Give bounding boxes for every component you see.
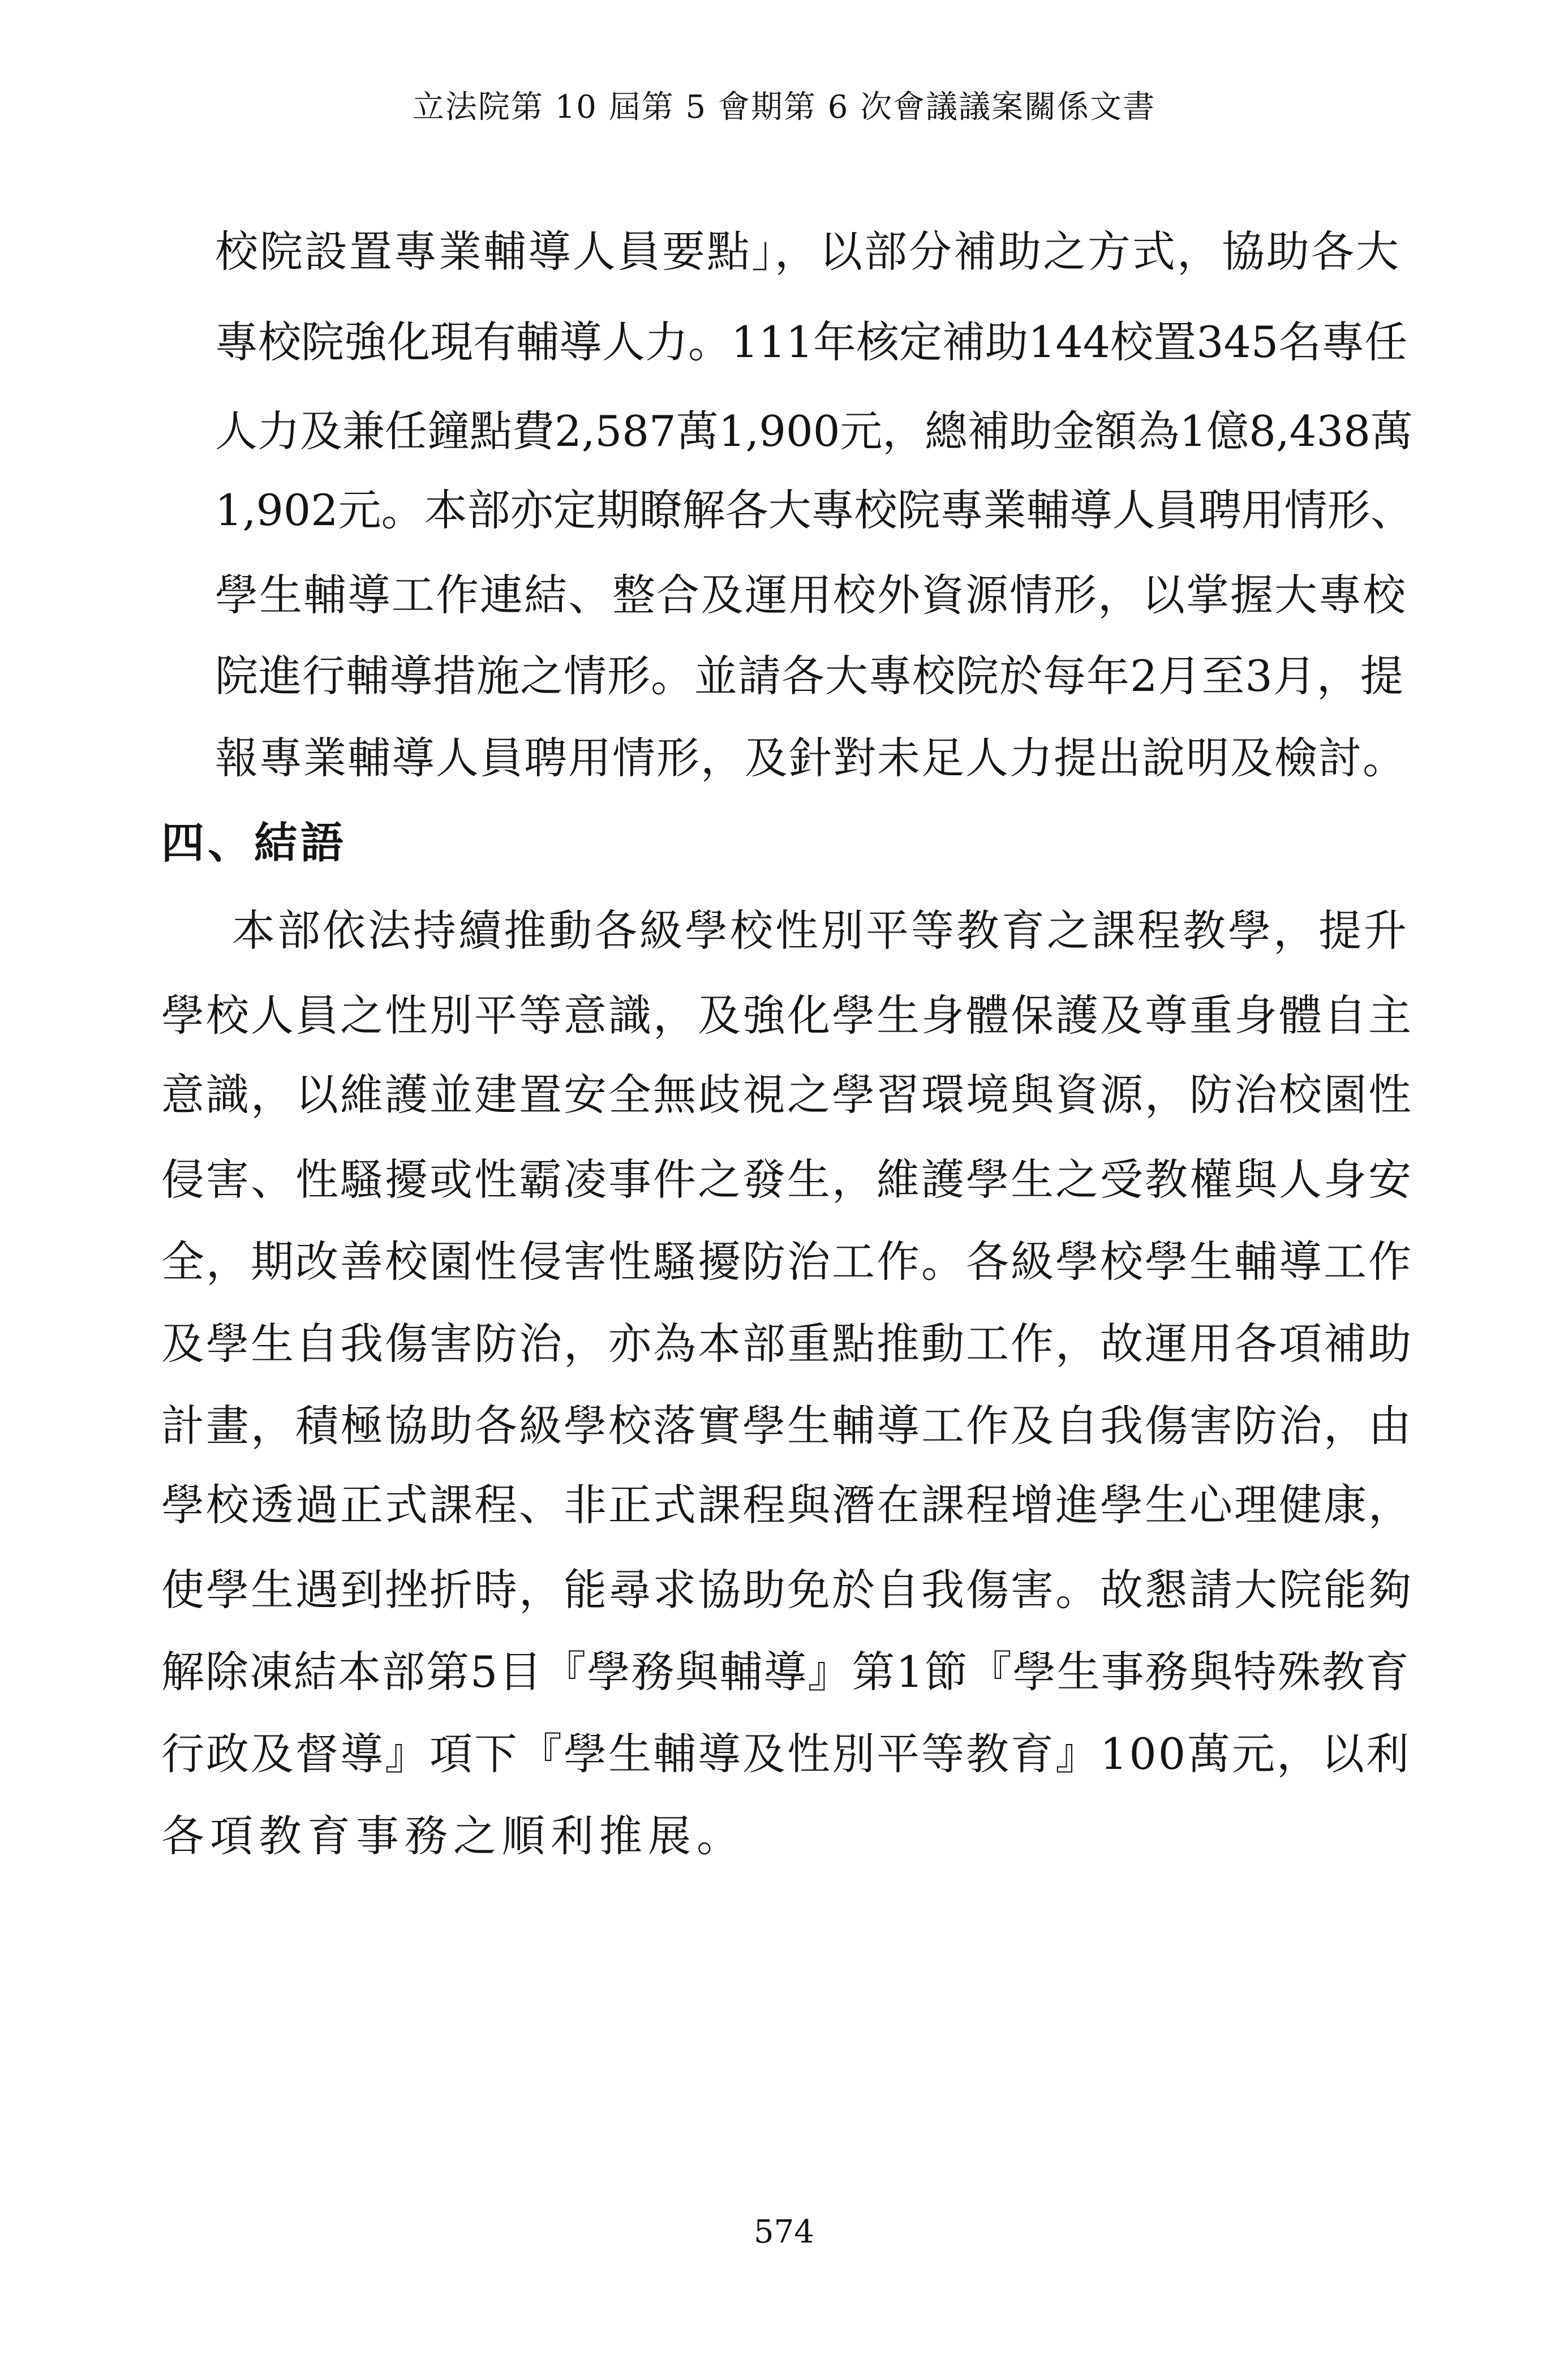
paragraph-line: 校院設置專業輔導人員要點」，以部分補助之方式，協助各大 bbox=[215, 226, 1401, 277]
paragraph-line: 學校人員之性別平等意識，及強化學生身體保護及尊重身體自主 bbox=[161, 990, 1413, 1041]
paragraph-line: 行政及督導』項下『學生輔導及性別平等教育』100萬元，以利 bbox=[161, 1729, 1411, 1779]
page-number: 574 bbox=[754, 2214, 814, 2250]
paragraph-line: 專校院強化現有輔導人力。111年核定補助144校置345名專任 bbox=[215, 317, 1408, 367]
section-heading: 四、結語 bbox=[161, 818, 347, 868]
paragraph-line: 學生輔導工作連結、整合及運用校外資源情形，以掌握大專校 bbox=[215, 570, 1407, 620]
document-header: 立法院第 10 屆第 5 會期第 6 次會議議案關係文書 bbox=[412, 89, 1156, 126]
paragraph-line: 解除凍結本部第5目『學務與輔導』第1節『學生事務與特殊教育 bbox=[161, 1647, 1410, 1697]
paragraph-line: 使學生遇到挫折時，能尋求協助免於自我傷害。故懇請大院能夠 bbox=[161, 1565, 1413, 1615]
paragraph-line: 及學生自我傷害防治，亦為本部重點推動工作，故運用各項補助 bbox=[161, 1318, 1413, 1369]
paragraph-line: 人力及兼任鐘點費2,587萬1,900元，總補助金額為1億8,438萬 bbox=[215, 406, 1413, 456]
paragraph-line: 學校透過正式課程、非正式課程與潛在課程增進學生心理健康， bbox=[161, 1480, 1413, 1530]
paragraph-line: 計畫，積極協助各級學校落實學生輔導工作及自我傷害防治，由 bbox=[161, 1401, 1413, 1451]
paragraph-line: 本部依法持續推動各級學校性別平等教育之課程教學，提升 bbox=[232, 905, 1409, 956]
paragraph-line: 侵害、性騷擾或性霸凌事件之發生，維護學生之受教權與人身安 bbox=[161, 1154, 1413, 1205]
paragraph-line: 報專業輔導人員聘用情形，及針對未足人力提出說明及檢討。 bbox=[215, 733, 1407, 783]
paragraph-line: 院進行輔導措施之情形。並請各大專校院於每年2月至3月，提 bbox=[215, 651, 1404, 701]
paragraph-line: 全，期改善校園性侵害性騷擾防治工作。各級學校學生輔導工作 bbox=[161, 1236, 1413, 1287]
paragraph-line: 意識，以維護並建置安全無歧視之學習環境與資源，防治校園性 bbox=[161, 1069, 1413, 1120]
paragraph-line: 各項教育事務之順利推展。 bbox=[161, 1811, 745, 1861]
paragraph-line: 1,902元。本部亦定期瞭解各大專校院專業輔導人員聘用情形、 bbox=[215, 485, 1414, 535]
